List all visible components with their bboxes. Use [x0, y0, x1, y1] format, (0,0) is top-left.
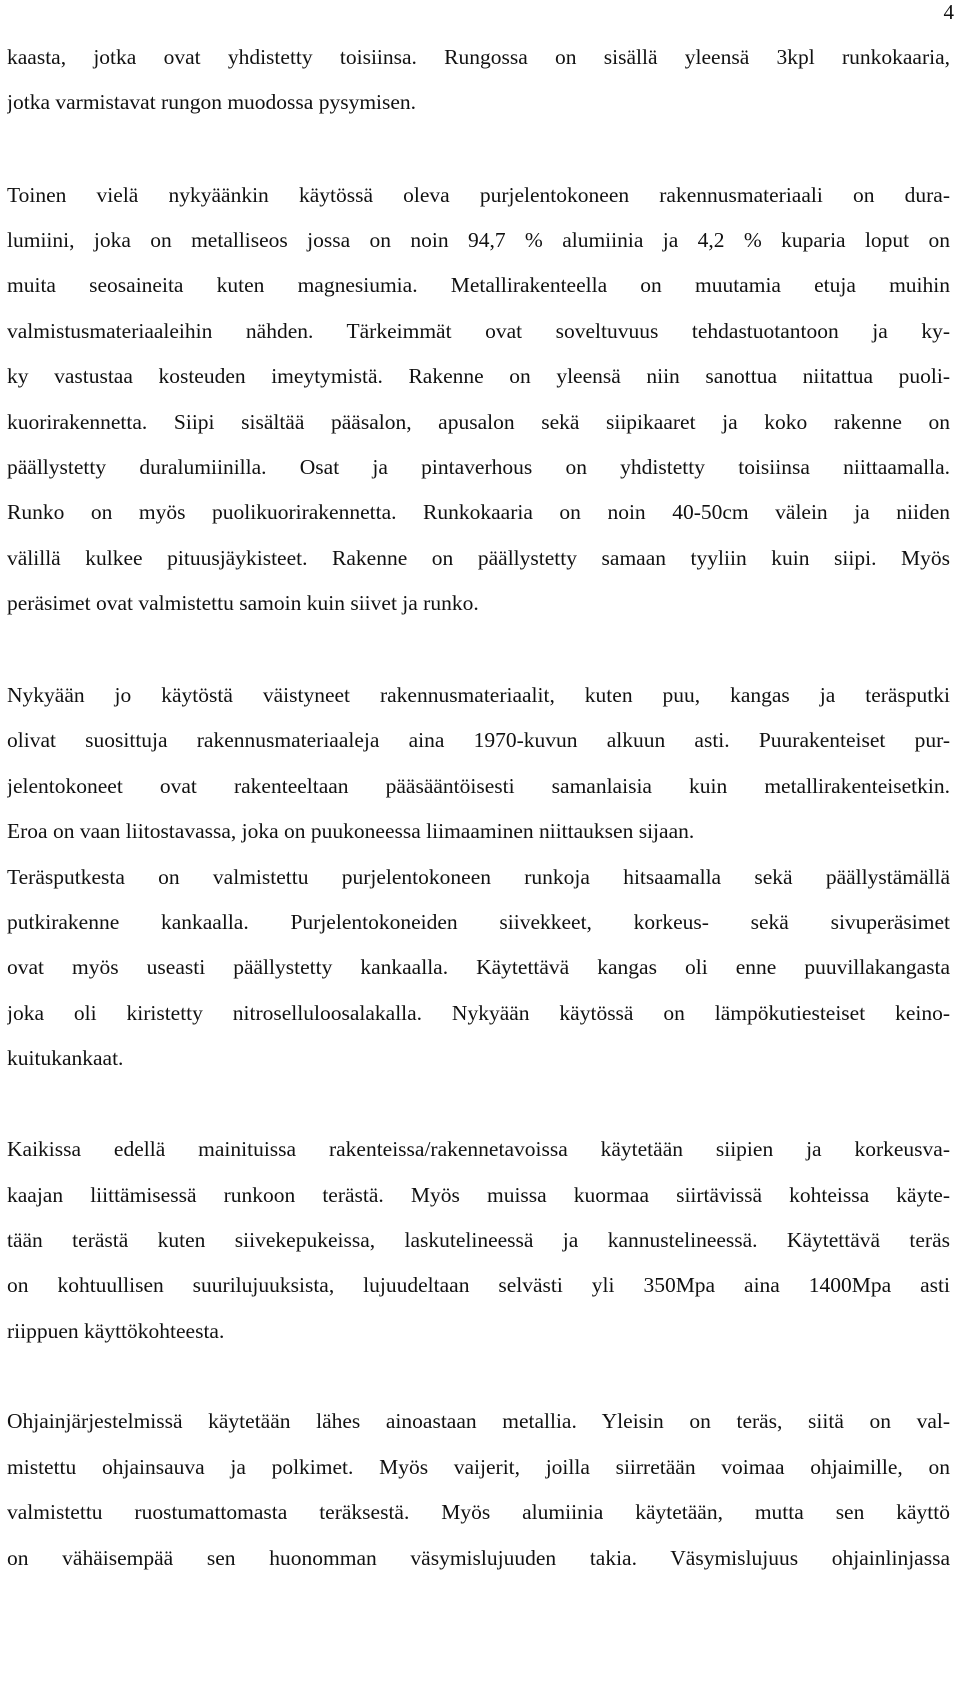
paragraph-line: olivat suosittuja rakennusmateriaaleja aina 1970-kuvun alkuun asti. Puurakenteiset pur- — [7, 728, 950, 752]
paragraph-line: välillä kulkee pituusjäykisteet. Rakenne on päällystetty samaan tyyliin kuin siipi. Myös — [7, 546, 950, 570]
paragraph-line: joka oli kiristetty nitroselluloosalakalla. Nykyään käytössä on lämpökutiesteiset keino- — [7, 1001, 950, 1025]
paragraph-line: on vähäisempää sen huonomman väsymislujuuden takia. Väsymislujuus ohjainlinjassa — [7, 1546, 950, 1570]
paragraph-line: tään terästä kuten siivekepukeissa, laskutelineessä ja kannustelineessä. Käytettävä teräs — [7, 1228, 950, 1252]
paragraph-line: peräsimet ovat valmistettu samoin kuin siivet ja runko. — [7, 591, 479, 615]
paragraph-line: Toinen vielä nykyäänkin käytössä oleva purjelentokoneen rakennusmateriaali on dura- — [7, 183, 950, 207]
paragraph-line: lumiini, joka on metalliseos jossa on noin 94,7 % alumiinia ja 4,2 % kuparia loput on — [7, 228, 950, 252]
paragraph-line: jotka varmistavat rungon muodossa pysymisen. — [7, 90, 417, 114]
paragraph-line: kuitukankaat. — [7, 1046, 124, 1070]
paragraph-line: kuorirakennetta. Siipi sisältää pääsalon, apusalon sekä siipikaaret ja koko rakenne on — [7, 410, 950, 434]
paragraph-line: Eroa on vaan liitostavassa, joka on puukoneessa liimaaminen niittauksen sijaan. — [7, 819, 695, 843]
paragraph-line: Kaikissa edellä mainituissa rakenteissa/rakennetavoissa käytetään siipien ja korkeusva- — [7, 1137, 950, 1161]
page-number: 4 — [943, 0, 954, 24]
paragraph-line: mistettu ohjainsauva ja polkimet. Myös vaijerit, joilla siirretään voimaa ohjaimille, on — [7, 1455, 950, 1479]
paragraph-line: kaasta, jotka ovat yhdistetty toisiinsa. Rungossa on sisällä yleensä 3kpl runkokaaria, — [7, 45, 950, 69]
paragraph-line: riippuen käyttökohteesta. — [7, 1319, 225, 1343]
paragraph-line: putkirakenne kankaalla. Purjelentokoneiden siivekkeet, korkeus- sekä sivuperäsimet — [7, 910, 950, 934]
paragraph-line: Teräsputkesta on valmistettu purjelentokoneen runkoja hitsaamalla sekä päällystämällä — [7, 865, 950, 889]
paragraph-line: valmistusmateriaaleihin nähden. Tärkeimmät ovat soveltuvuus tehdastuotantoon ja ky- — [7, 319, 950, 343]
paragraph-line: Runko on myös puolikuorirakennetta. Runkokaaria on noin 40-50cm välein ja niiden — [7, 500, 950, 524]
paragraph-line: on kohtuullisen suurilujuuksista, lujuudeltaan selvästi yli 350Mpa aina 1400Mpa asti — [7, 1273, 950, 1297]
paragraph-line: valmistettu ruostumattomasta teräksestä. Myös alumiinia käytetään, mutta sen käyttö — [7, 1500, 950, 1524]
paragraph-line: Ohjainjärjestelmissä käytetään lähes ainoastaan metallia. Yleisin on teräs, siitä on val- — [7, 1409, 950, 1433]
paragraph-line: päällystetty duralumiinilla. Osat ja pintaverhous on yhdistetty toisiinsa niittaamalla. — [7, 455, 950, 479]
paragraph-line: kaajan liittämisessä runkoon terästä. Myös muissa kuormaa siirtävissä kohteissa käyte- — [7, 1183, 950, 1207]
paragraph-line: muita seosaineita kuten magnesiumia. Metallirakenteella on muutamia etuja muihin — [7, 273, 950, 297]
paragraph-line: jelentokoneet ovat rakenteeltaan pääsääntöisesti samanlaisia kuin metallirakenteisetkin. — [7, 774, 950, 798]
paragraph-line: ky vastustaa kosteuden imeytymistä. Rakenne on yleensä niin sanottua niitattua puoli- — [7, 364, 950, 388]
paragraph-line: Nykyään jo käytöstä väistyneet rakennusmateriaalit, kuten puu, kangas ja teräsputki — [7, 683, 950, 707]
paragraph-line: ovat myös useasti päällystetty kankaalla. Käytettävä kangas oli enne puuvillakangasta — [7, 955, 950, 979]
